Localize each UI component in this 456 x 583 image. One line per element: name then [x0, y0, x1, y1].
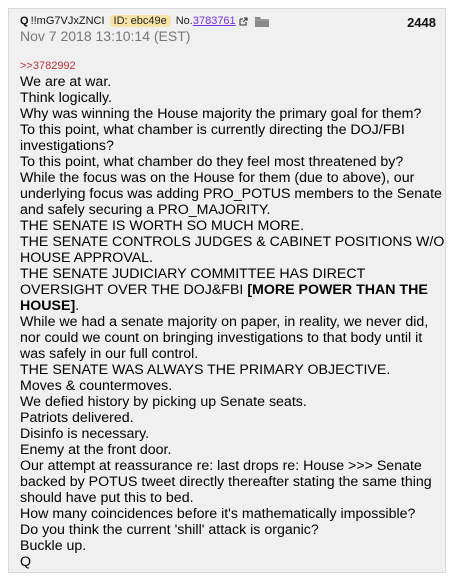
post-body: [20, 60, 445, 570]
reply-reference-link[interactable]: >>3782992: [20, 60, 76, 72]
post-text: [20, 74, 445, 570]
post-line-text: Buckle up.: [20, 538, 87, 554]
post-line: [20, 106, 445, 122]
post-number-label: No.: [175, 15, 193, 27]
external-link-icon[interactable]: [239, 17, 248, 26]
post-line-text: THE SENATE IS WORTH SO MUCH MORE.: [20, 218, 305, 234]
post-line: [20, 122, 445, 154]
post-line: [20, 426, 445, 442]
post-line-text: Enemy at the front door.: [20, 442, 172, 458]
post-line-text: Disinfo is necessary.: [20, 426, 150, 442]
post-line-text: Patriots delivered.: [20, 410, 134, 426]
post-line-text: To this point, what chamber is currently directing the DOJ/FBI investigations?: [20, 122, 405, 154]
post-line: [20, 362, 445, 378]
post-line: [20, 442, 445, 458]
post-line-text: Do you think the current 'shill' attack is organic?: [20, 522, 319, 538]
post-count: 2448: [407, 15, 436, 30]
post-line-text: While the focus was on the House for them (due to above), our underlying focus was adding PRO_POTUS members to the Senate and safely securing a PRO_MAJORITY.: [20, 170, 442, 218]
poster-id-badge[interactable]: ID: ebc49e: [110, 15, 171, 27]
post-line: [20, 314, 445, 362]
post-line-text: Why was winning the House majority the primary goal for them?: [20, 106, 422, 122]
post-line-text: Think logically.: [20, 90, 112, 106]
post-timestamp: Nov 7 2018 13:10:14 (EST): [20, 28, 191, 44]
post-line: [20, 218, 445, 234]
post-line: [20, 506, 445, 522]
post-line-text: How many coincidences before it's mathematically impossible?: [20, 506, 416, 522]
post-line: [20, 74, 445, 90]
post-line: [20, 154, 445, 170]
tripcode: !!mG7VJxZNCI: [30, 15, 105, 27]
post-line-text: THE SENATE WAS ALWAYS THE PRIMARY OBJECTIVE.: [20, 362, 391, 378]
post-line-text: THE SENATE CONTROLS JUDGES & CABINET POSITIONS W/O HOUSE APPROVAL.: [20, 234, 445, 266]
post-line: [20, 90, 445, 106]
post-line: [20, 170, 445, 218]
post-line: [20, 522, 445, 538]
post-header: [9, 9, 445, 45]
post-card: [8, 8, 446, 573]
post-line: [20, 394, 445, 410]
post-line: [20, 410, 445, 426]
post-line-text: Moves & countermoves.: [20, 378, 173, 394]
post-line-text: Our attempt at reassurance re: last drops re: House >>> Senate backed by POTUS tweet directly thereafter stating the same thing should have put this to bed.: [20, 458, 432, 506]
post-line: [20, 266, 445, 314]
post-line-bold-text: [MORE POWER THAN THE HOUSE]: [20, 282, 428, 314]
post-meta-line: [20, 15, 269, 27]
post-line: [20, 378, 445, 394]
post-line-text: While we had a senate majority on paper, in reality, we never did, nor could we count on bringing investigations to that body until it was safely in our full control.: [20, 314, 429, 362]
post-line-end-text: .: [75, 298, 80, 314]
post-line-text: Q: [20, 554, 32, 570]
post-line: [20, 458, 445, 506]
post-number-link[interactable]: 3783761: [192, 15, 236, 27]
folder-icon[interactable]: [255, 16, 269, 27]
post-line: [20, 554, 445, 570]
post-line-text: We are at war.: [20, 74, 112, 90]
author-name: Q: [20, 15, 29, 27]
post-line: [20, 234, 445, 266]
post-line-text: THE SENATE JUDICIARY COMMITTEE HAS DIRECT OVERSIGHT OVER THE DOJ&FBI: [20, 266, 366, 298]
post-line-text: To this point, what chamber do they feel most threatened by?: [20, 154, 404, 170]
post-line: [20, 538, 445, 554]
post-line-text: We defied history by picking up Senate seats.: [20, 394, 307, 410]
